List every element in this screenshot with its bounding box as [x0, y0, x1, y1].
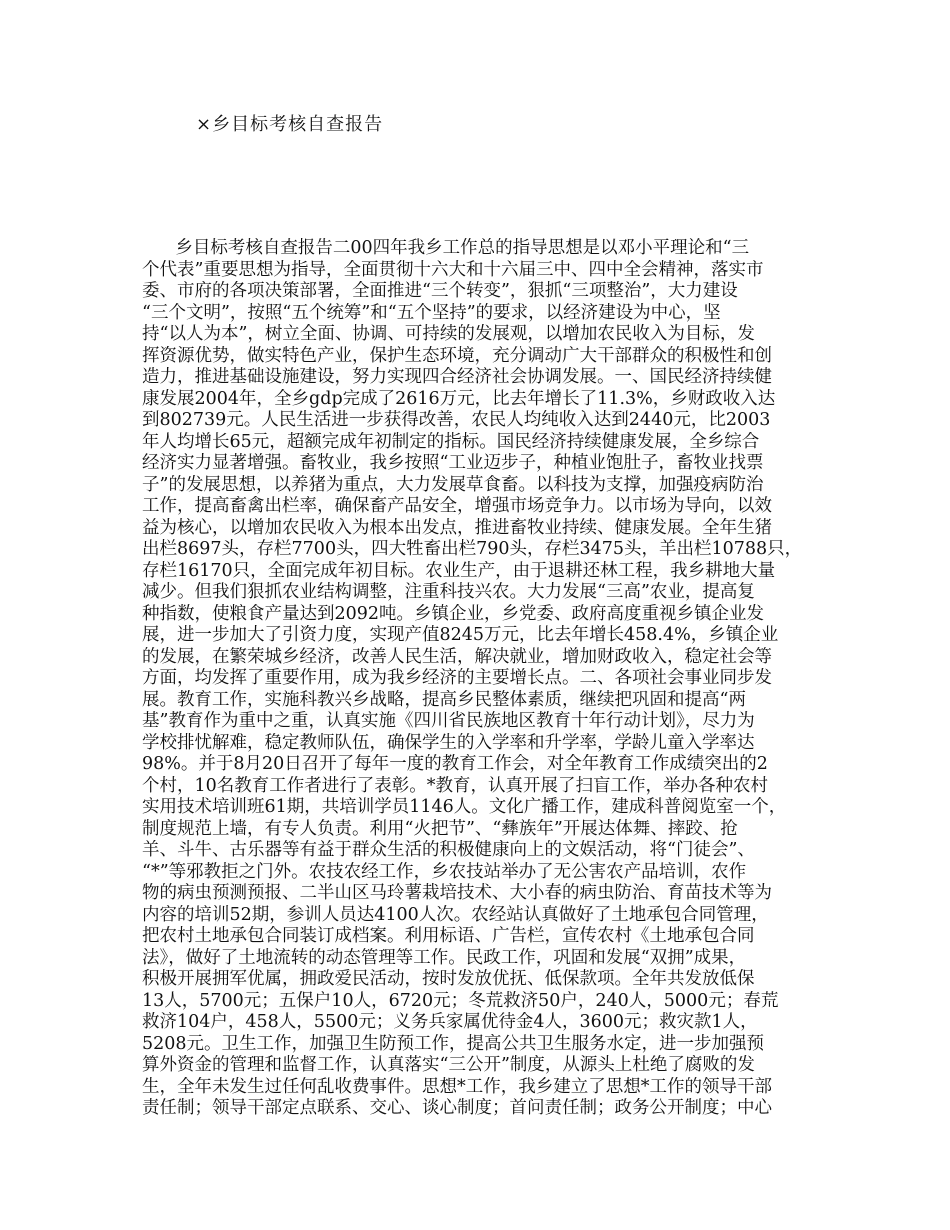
body-text-line: 到802739元。人民生活进一步获得改善，农民人均纯收入达到2440元，比2003: [142, 410, 771, 430]
body-text-line: 展，进一步加大了引资力度，实现产值8245万元，比去年增长458.4%，乡镇企业: [142, 625, 779, 645]
body-text-line: 羊、斗牛、古乐器等有益于群众生活的积极健康向上的文娱活动，将“门徒会”、: [142, 840, 755, 860]
body-text-line: 制度规范上墙，有专人负责。利用“火把节”、“彝族年”开展达体舞、摔跤、抢: [142, 818, 738, 839]
body-text-line: 委、市府的各项决策部署，全面推进“三个转变”，狠抓“三项整治”，大力建设: [142, 281, 738, 301]
body-text-line: 造力，推进基础设施建设，努力实现四合经济社会协调发展。一、国民经济持续健: [142, 367, 772, 387]
body-text-line: 工作，提高畜禽出栏率，确保畜产品安全，增强市场竞争力。以市场为导向，以效: [142, 496, 772, 516]
body-text-line: 年人均增长65元，超额完成年初制定的指标。国民经济持续健康发展，全乡综合: [142, 431, 760, 452]
body-text-line: 内容的培训52期，参训人员达4100人次。农经站认真做好了土地承包合同管理，: [142, 904, 769, 925]
body-text-line: 物的病虫预测预报、二半山区马玲薯栽培技术、大小春的病虫防治、育苗技术等为: [142, 883, 772, 903]
body-text-line: 益为核心，以增加农民收入为根本出发点，推进畜牧业持续、健康发展。全年生猪: [142, 517, 772, 538]
body-text-line: 的发展，在繁荣城乡经济，改善人民生活，解决就业，增加财政收入，稳定社会等: [142, 646, 772, 667]
body-text-line: 经济实力显著增强。畜牧业，我乡按照“工业迈步子，种植业饱肚子，畜牧业找票: [142, 453, 764, 473]
body-text-line: 挥资源优势，做实特色产业，保护生态环境，充分调动广大干部群众的积极性和创: [142, 345, 772, 366]
body-text-line: 展。教育工作，实施科教兴乡战略，提高乡民整体素质，继续把巩固和提高“两: [142, 689, 746, 710]
body-text-line: 存栏16170只，全面完成年初目标。农业生产，由于退耕还林工程，我乡耕地大量: [142, 560, 776, 581]
body-text-line: 积极开展拥军优属，拥政爱民活动，按时发放优抚、低保款项。全年共发放低保: [142, 969, 755, 989]
body-text-line: 出栏8697头，存栏7700头，四大牲畜出栏790头，存栏3475头，羊出栏10788只，: [142, 539, 803, 559]
body-text-line: 法》，做好了土地流转的动态管理等工作。民政工作，巩固和发展“双拥”成果，: [142, 947, 747, 968]
body-text-line: “*”等邪教拒之门外。农技农经工作，乡农技站举办了无公害农产品培训，农作: [142, 861, 747, 882]
body-text-line: 子”的发展思想，以养猪为重点，大力发展草食畜。以科技为支撑，加强疫病防治: [142, 474, 764, 495]
body-text-line: 个村，10名教育工作者进行了表彰。*教育，认真开展了扫盲工作，举办各种农村: [142, 775, 769, 796]
body-text-line: 13人，5700元；五保户10人，6720元；冬荒救济50户，240人，5000元；春荒: [142, 990, 779, 1011]
body-text-line: 个代表”重要思想为指导，全面贯彻十六大和十六届三中、四中全会精神，落实市: [142, 259, 764, 280]
document-title: ×乡目标考核自查报告: [196, 114, 384, 135]
body-text-line: “三个文明”，按照“五个统筹”和“五个坚持”的要求，以经济建设为中心，坚: [142, 302, 721, 323]
body-text-line: 方面，均发挥了重要作用，成为我乡经济的主要增长点。二、各项社会事业同步发: [142, 668, 772, 688]
body-text-line: 5208元。卫生工作，加强卫生防预工作，提高公共卫生服务水定，进一步加强预: [142, 1033, 765, 1054]
body-text-line: 生，全年未发生过任何乱收费事件。思想*工作，我乡建立了思想*工作的领导干部: [142, 1076, 772, 1097]
body-text-line: 减少。但我们狠抓农业结构调整，注重科技兴农。大力发展“三高”农业，提高复: [142, 582, 755, 602]
body-text-line: 种指数，使粮食产量达到2092吨。乡镇企业，乡党委、政府高度重视乡镇企业发: [142, 603, 765, 624]
body-text-line: 98%。并于8月20日召开了每年一度的教育工作会，对全年教育工作成绩突出的2: [142, 754, 768, 774]
body-text-line: 基”教育作为重中之重，认真实施《四川省民族地区教育十年行动计划》，尽力为: [142, 711, 755, 731]
body-text-line: 持“以人为本”，树立全面、协调、可持续的发展观，以增加农民收入为目标，发: [142, 324, 755, 344]
body-text-line: 算外资金的管理和监督工作，认真落实“三公开”制度，从源头上杜绝了腐败的发: [142, 1055, 755, 1075]
body-text-line: 实用技术培训班61期，共培训学员1146人。文化广播工作，建成科普阅览室一个，: [142, 797, 787, 817]
body-text-line: 学校排忧解难，稳定教师队伍，确保学生的入学率和升学率，学龄儿童入学率达: [142, 732, 755, 753]
body-text-line: 把农村土地承包合同装订成档案。利用标语、广告栏，宣传农村《土地承包合同: [142, 926, 755, 946]
body-text-line: 救济104户，458人，5500元；义务兵家属优待金4人，3600元；救灾款1人，: [142, 1012, 758, 1032]
body-text-line: 乡目标考核自查报告二00四年我乡工作总的指导思想是以邓小平理论和“三: [142, 238, 750, 258]
document-body: [142, 238, 822, 1120]
body-text-line: 责任制；领导干部定点联系、交心、谈心制度；首问责任制；政务公开制度；中心: [142, 1098, 772, 1118]
body-text-line: 康发展2004年，全乡gdp完成了2616万元，比去年增长了11.3%，乡财政收入达: [142, 388, 776, 409]
